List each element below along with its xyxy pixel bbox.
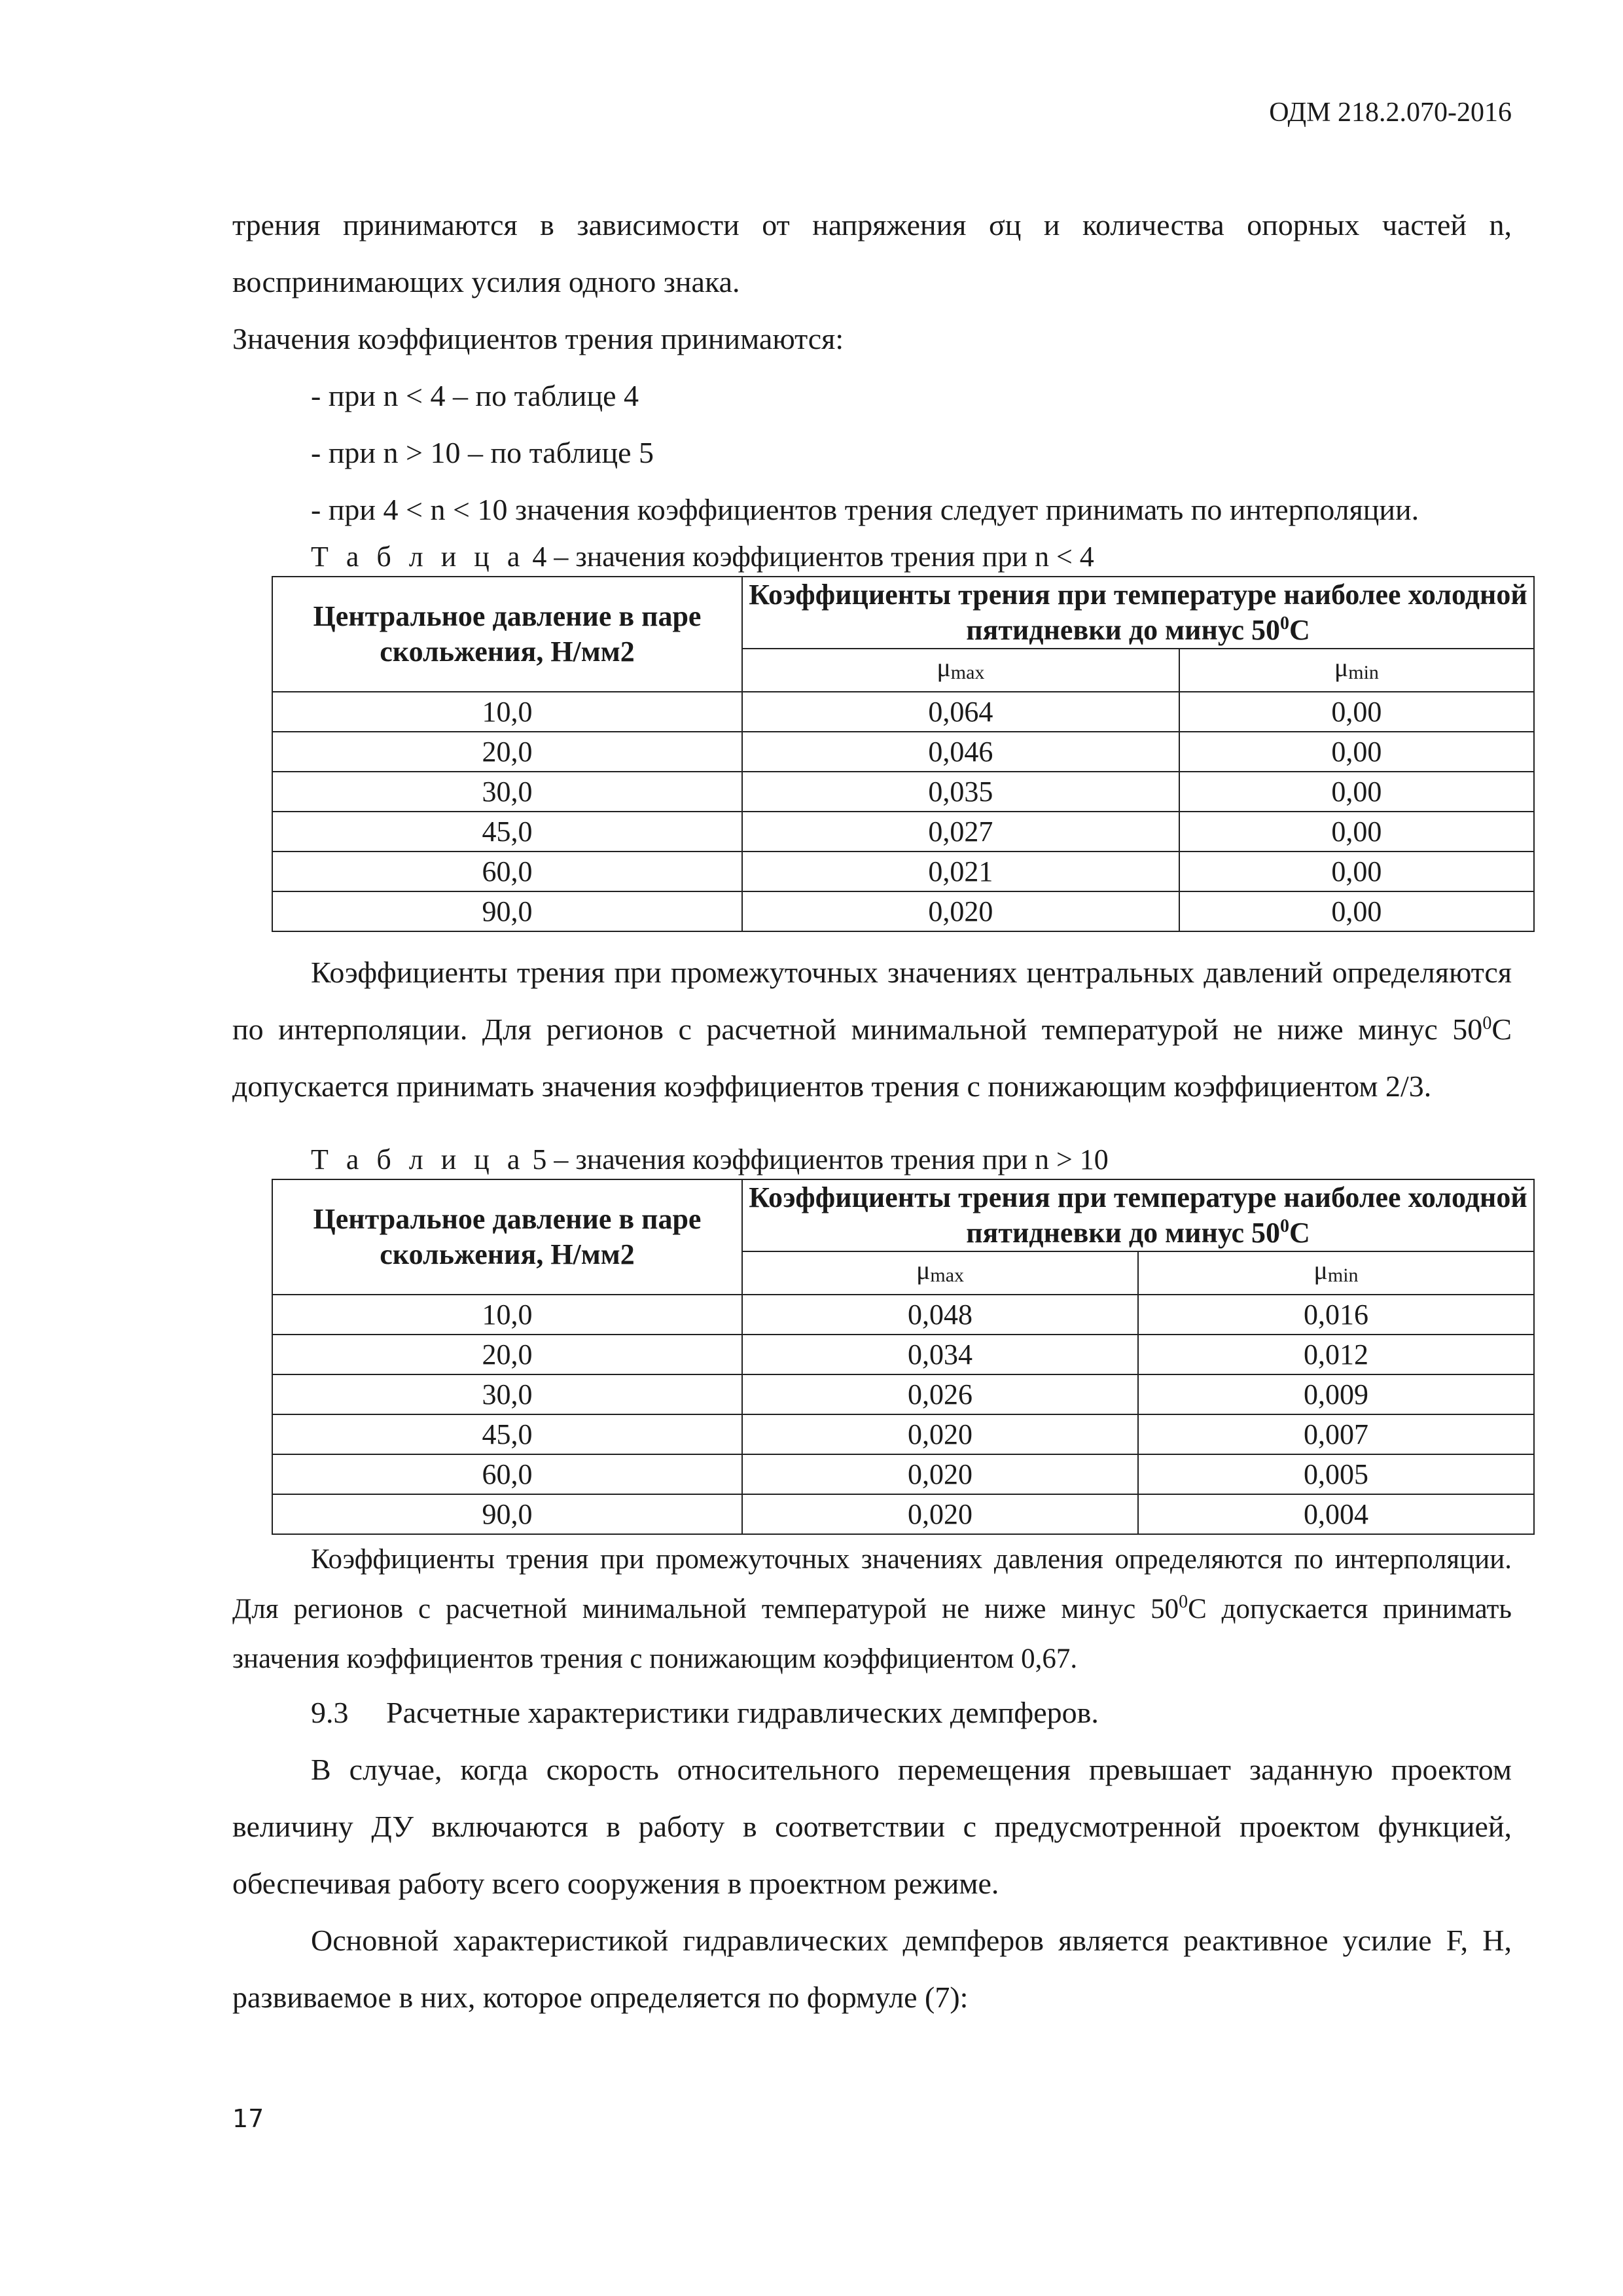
table4-header-pressure: Центральное давление в паре скольжения, Н/мм2 xyxy=(272,577,742,692)
body-paragraph: Основной характеристикой гидравлических демпферов является реактивное усилие F, Н, развиваемое в них, которое определяется по формуле (7): xyxy=(232,1924,1512,2014)
after-table5-paragraph: Коэффициенты трения при промежуточных значениях давления определяются по интерполяции. Для регионов с расчетной минимальной температурой не ниже минус $50^0С$ допускается принимать значения коэффициентов трения с понижающим коэффициентом 0,67. xyxy=(232,1544,1512,1674)
table-cell: 45,0 xyxy=(272,812,742,852)
table-cell: 0,021 xyxy=(742,852,1179,891)
page-number: 17 xyxy=(232,2104,264,2133)
table-cell: 0,004 xyxy=(1138,1494,1534,1534)
table-row xyxy=(272,1454,1534,1494)
table-cell: 0,020 xyxy=(742,1414,1138,1454)
table-cell: 0,00 xyxy=(1179,732,1534,772)
table5-header-mu-max: $\mu_{max}$ xyxy=(742,1251,1138,1295)
section-number: 9.3 xyxy=(311,1696,349,1729)
document-code: ОДМ 218.2.070-2016 xyxy=(1269,98,1512,128)
table-cell: 0,020 xyxy=(742,1494,1138,1534)
table5-body xyxy=(272,1295,1534,1534)
table-cell: 90,0 xyxy=(272,1494,742,1534)
table4-header-mu-min: $\mu_{min}$ xyxy=(1179,649,1534,692)
table-cell: 0,027 xyxy=(742,812,1179,852)
table4-header-mu-max: $\mu_{max}$ xyxy=(742,649,1179,692)
table-row xyxy=(272,1335,1534,1374)
table-cell: 90,0 xyxy=(272,891,742,931)
table5-header-coefficients: Коэффициенты трения при температуре наиболее холодной пятидневки до минус $50^0С$ xyxy=(742,1179,1534,1251)
table4-caption: Т а б л и ц а 4 – значения коэффициентов трения при n < 4 xyxy=(311,541,1094,573)
table-cell: 0,020 xyxy=(742,1454,1138,1494)
table-cell: 0,035 xyxy=(742,772,1179,812)
table-cell: 20,0 xyxy=(272,732,742,772)
list-item: - при n > 10 – по таблице 5 xyxy=(311,436,654,469)
table4-body xyxy=(272,692,1534,931)
table-cell: 0,00 xyxy=(1179,692,1534,732)
table-row xyxy=(272,1374,1534,1414)
table-row xyxy=(272,692,1534,732)
table-cell: 0,064 xyxy=(742,692,1179,732)
table-cell: 0,009 xyxy=(1138,1374,1534,1414)
table-cell: 10,0 xyxy=(272,692,742,732)
table-cell: 0,007 xyxy=(1138,1414,1534,1454)
table-cell: 60,0 xyxy=(272,852,742,891)
list-item: - при n < 4 – по таблице 4 xyxy=(311,379,639,412)
table-cell: 45,0 xyxy=(272,1414,742,1454)
section-title: Расчетные характеристики гидравлических демпферов. xyxy=(386,1696,1099,1729)
table-cell: 0,026 xyxy=(742,1374,1138,1414)
table-cell: 0,00 xyxy=(1179,852,1534,891)
table-cell: 0,005 xyxy=(1138,1454,1534,1494)
body-paragraph: В случае, когда скорость относительного перемещения превышает заданную проектом величину ДУ включаются в работу в соответствии с предусмотренной проектом функцией, обеспечивая работу всего сооружения в проектном режиме. xyxy=(232,1753,1512,1900)
table5-caption: Т а б л и ц а 5 – значения коэффициентов трения при n > 10 xyxy=(311,1143,1109,1175)
table-cell: 0,00 xyxy=(1179,891,1534,931)
table-cell: 0,00 xyxy=(1179,812,1534,852)
table-row xyxy=(272,1295,1534,1335)
table-row xyxy=(272,812,1534,852)
table-cell: 0,016 xyxy=(1138,1295,1534,1335)
table-cell: 0,00 xyxy=(1179,772,1534,812)
intro-lead: Значения коэффициентов трения принимаются: xyxy=(232,322,844,355)
table-cell: 30,0 xyxy=(272,1374,742,1414)
table-row xyxy=(272,1414,1534,1454)
table-cell: 0,020 xyxy=(742,891,1179,931)
after-table4-paragraph: Коэффициенты трения при промежуточных значениях центральных давлений определяются по интерполяции. Для регионов с расчетной минимальной температурой не ниже минус $50^0С$ допускается принимать значения коэффициентов трения с понижающим коэффициентом 2/3. xyxy=(232,956,1512,1103)
table-row xyxy=(272,852,1534,891)
table-cell: 0,012 xyxy=(1138,1335,1534,1374)
table5-header-pressure: Центральное давление в паре скольжения, Н/мм2 xyxy=(272,1179,742,1295)
table-row xyxy=(272,891,1534,931)
table-cell: 60,0 xyxy=(272,1454,742,1494)
table-cell: 20,0 xyxy=(272,1335,742,1374)
table5-header-mu-min: $\mu_{min}$ xyxy=(1138,1251,1534,1295)
section-heading xyxy=(232,1684,1512,1741)
list-item: - при 4 < n < 10 значения коэффициентов трения следует принимать по интерполяции. xyxy=(311,493,1419,526)
table-cell: 0,048 xyxy=(742,1295,1138,1335)
table-cell: 10,0 xyxy=(272,1295,742,1335)
table-cell: 30,0 xyxy=(272,772,742,812)
table-row xyxy=(272,732,1534,772)
table-cell: 0,034 xyxy=(742,1335,1138,1374)
table-4 xyxy=(272,576,1535,932)
intro-paragraph: трения принимаются в зависимости от напряжения σц и количества опорных частей n, воспринимающих усилия одного знака. xyxy=(232,208,1512,298)
table4-header-coefficients: Коэффициенты трения при температуре наиболее холодной пятидневки до минус $50^0С$ xyxy=(742,577,1534,649)
page-content xyxy=(232,196,1527,2026)
table-row xyxy=(272,1494,1534,1534)
table-5 xyxy=(272,1179,1535,1535)
table-cell: 0,046 xyxy=(742,732,1179,772)
table-row xyxy=(272,772,1534,812)
